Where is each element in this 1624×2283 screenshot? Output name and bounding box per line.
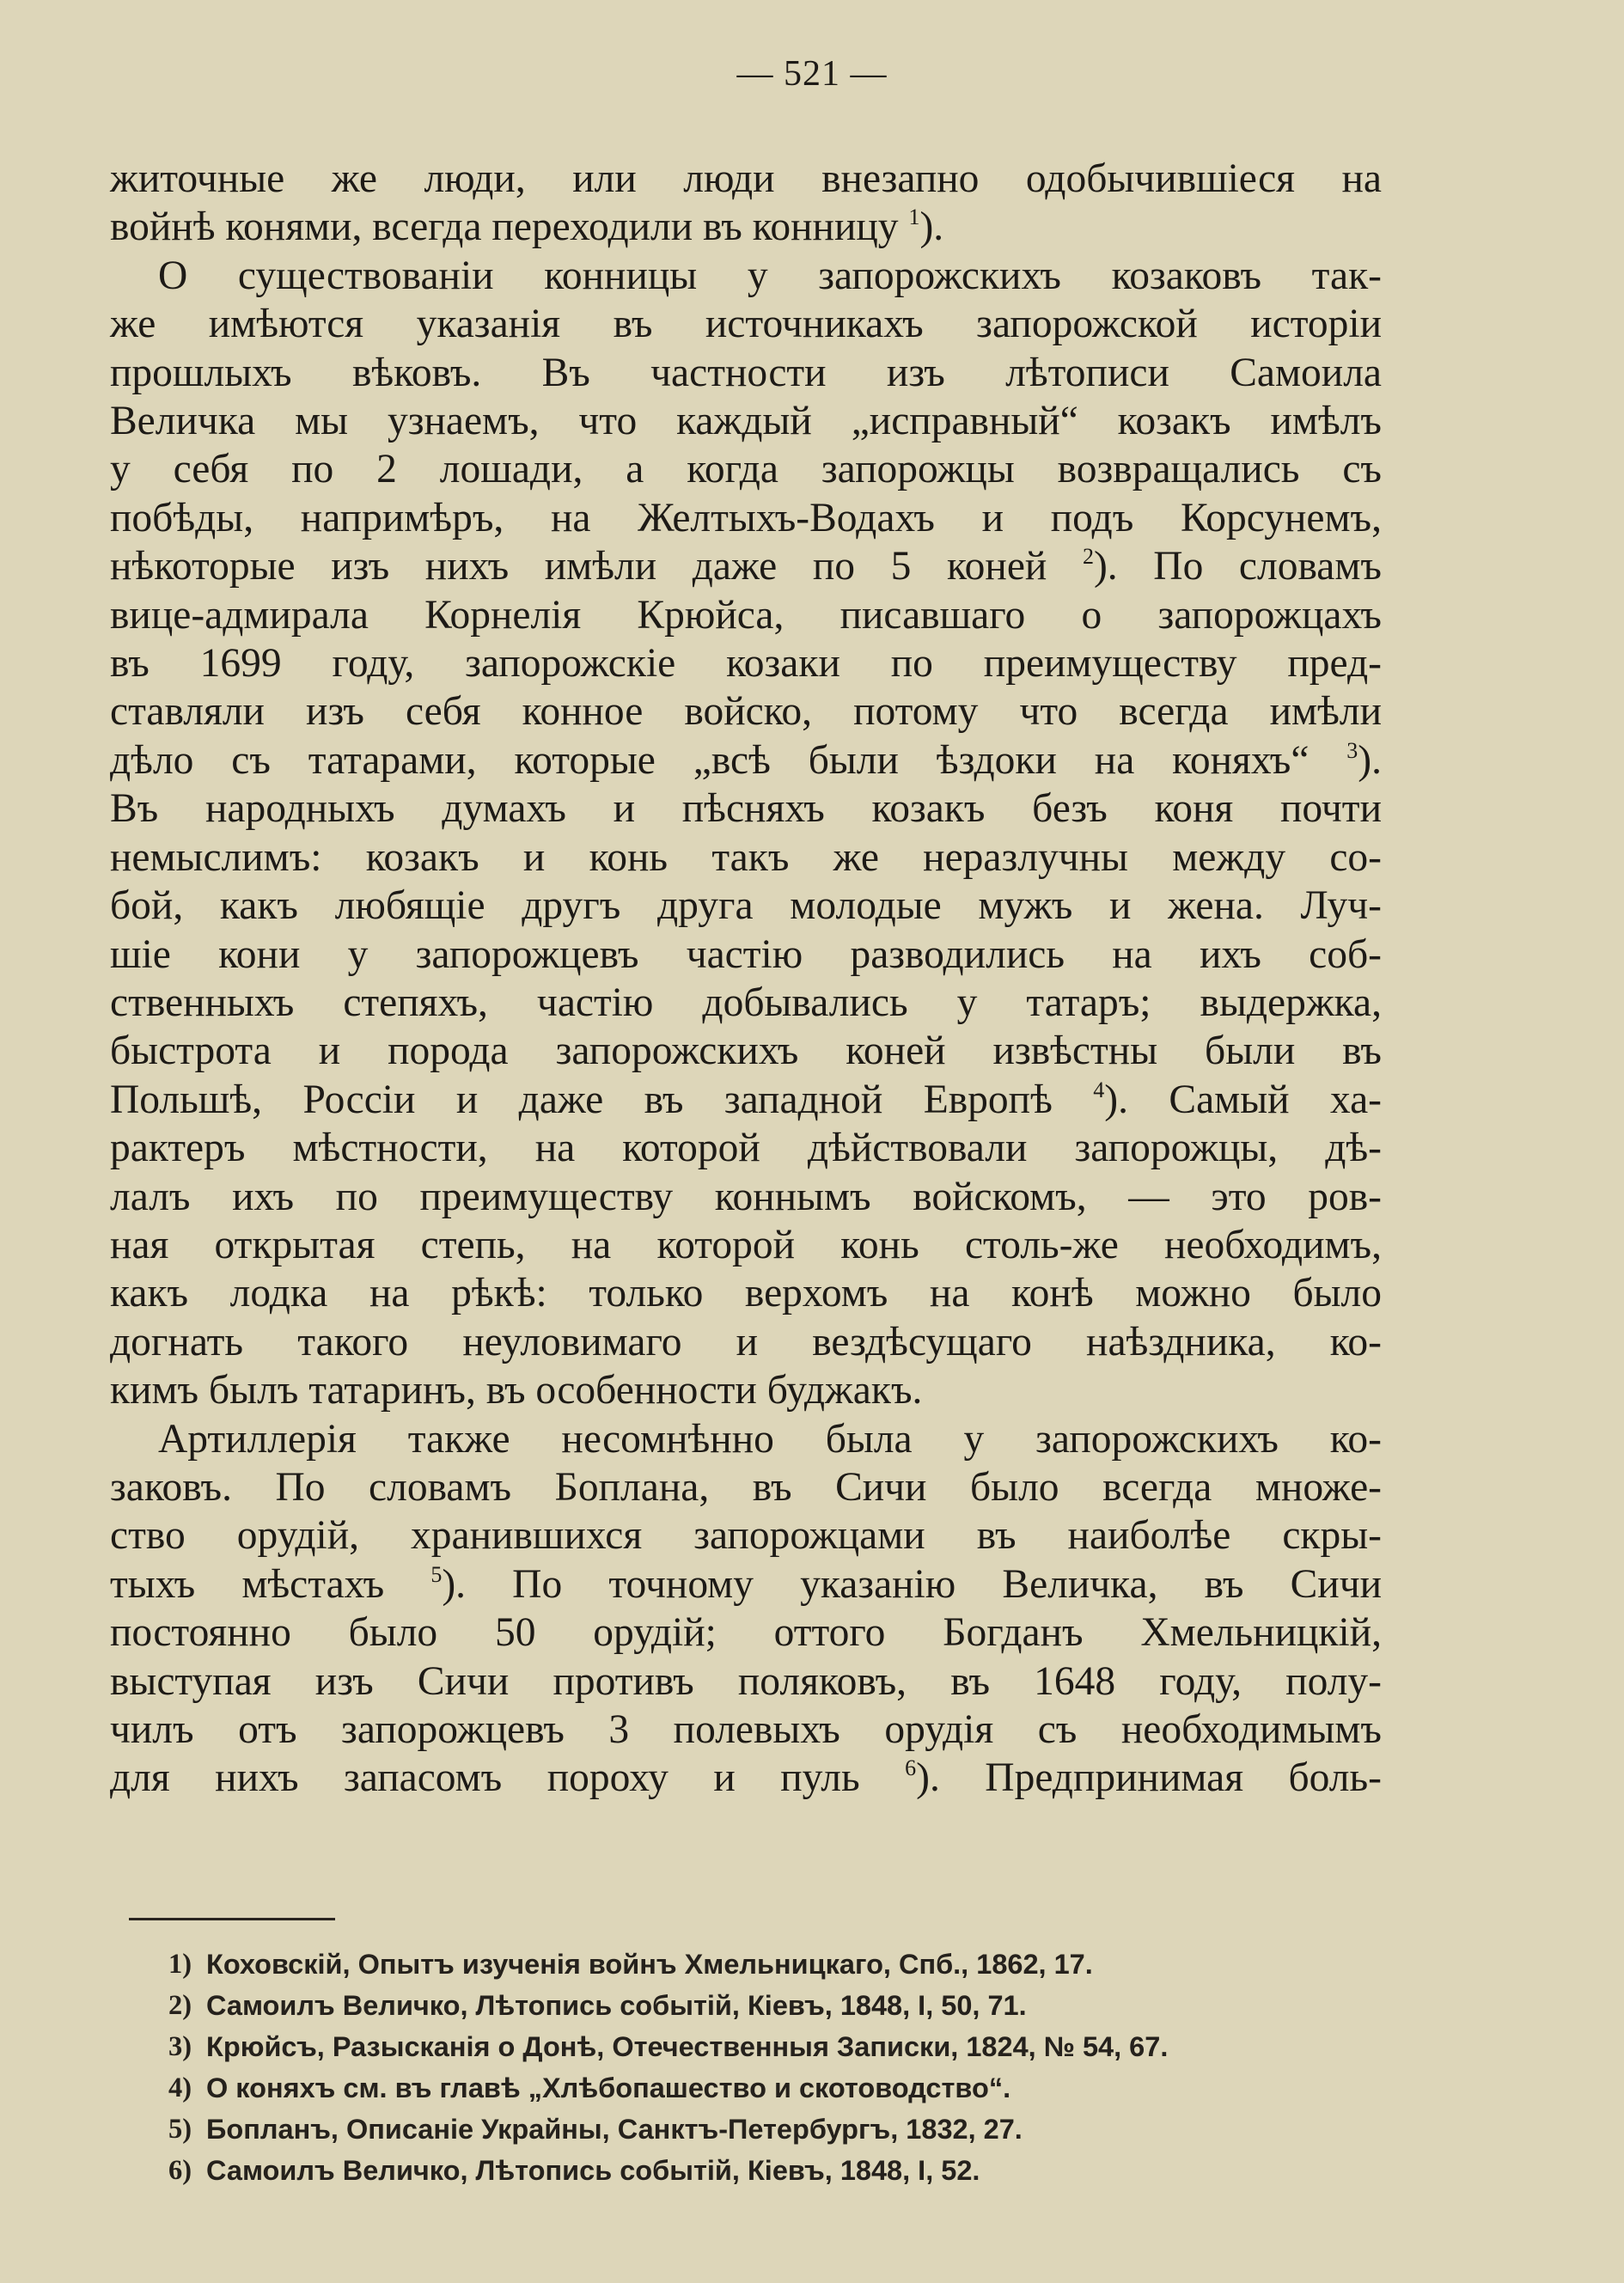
footnotes <box>168 1944 1389 2191</box>
footnote-number: 1) <box>168 1949 192 1980</box>
text-line: вице-адмирала Корнелія Крюйса, писавшаго о запорожцахъ <box>110 592 1382 638</box>
footnote-text: Самоилъ Величко, Лѣтопись событій, Кіевъ, 1848, I, 50, 71. <box>206 1990 1027 2021</box>
footnote <box>168 1985 1389 2026</box>
footnote <box>168 2109 1389 2150</box>
text-line: рактеръ мѣстности, на которой дѣйствовали запорожцы, дѣ- <box>110 1126 1382 1171</box>
text-line: ство орудій, хранившихся запорожцами въ наиболѣе скры- <box>110 1513 1382 1559</box>
text-line: Въ народныхъ думахъ и пѣсняхъ козакъ безъ коня почти <box>110 786 1382 832</box>
text-line-content: дѣло съ татарами, которые „всѣ были ѣздоки на коняхъ“ <box>110 737 1347 783</box>
footnote-number: 2) <box>168 1990 192 2021</box>
text-line: прошлыхъ вѣковъ. Въ частности изъ лѣтописи Самоила <box>110 350 1382 395</box>
footnote-text: Коховскій, Опытъ изученія войнъ Хмельницкаго, Спб., 1862, 17. <box>206 1949 1093 1980</box>
text-line: у себя по 2 лошади, а когда запорожцы возвращались съ <box>110 447 1382 492</box>
text-line: побѣды, напримѣръ, на Желтыхъ-Водахъ и подъ Корсунемъ, <box>110 495 1382 540</box>
text-line: выступая изъ Сичи противъ поляковъ, въ 1648 году, полу- <box>110 1658 1382 1704</box>
footnote-text: Бопланъ, Описаніе Украйны, Санктъ-Петербургъ, 1832, 27. <box>206 2114 1023 2145</box>
text-line <box>110 736 1382 784</box>
footnote-ref: 6 <box>905 1755 917 1781</box>
footnote-text: О коняхъ см. въ главѣ „Хлѣбопашество и скотоводство“. <box>206 2072 1011 2103</box>
footnote-number: 6) <box>168 2155 192 2186</box>
text-line: Артиллерія также несомнѣнно была у запорожскихъ ко- <box>158 1416 1382 1462</box>
footnote <box>168 2067 1389 2109</box>
text-line <box>110 1076 1382 1124</box>
text-line: чилъ отъ запорожцевъ 3 полевыхъ орудія съ необходимымъ <box>110 1707 1382 1752</box>
text-line <box>110 542 1382 590</box>
footnote-text: Самоилъ Величко, Лѣтопись событій, Кіевъ, 1848, I, 52. <box>206 2155 980 2186</box>
footnote-ref: 5 <box>430 1561 443 1587</box>
footnote-ref: 2 <box>1082 544 1094 570</box>
text-line: заковъ. По словамъ Боплана, въ Сичи было всегда множе- <box>110 1464 1382 1510</box>
text-line: догнать такого неуловимаго и вездѣсущаго наѣздника, ко- <box>110 1319 1382 1364</box>
text-line: ная открытая степь, на которой конь столь-же необходимъ, <box>110 1222 1382 1267</box>
text-line: шіе кони у запорожцевъ частію разводились на ихъ соб- <box>110 931 1382 977</box>
text-line: кимъ былъ татаринъ, въ особенности буджакъ. <box>110 1368 923 1413</box>
text-line-tail: ). По точному указанію Величка, въ Сичи <box>442 1561 1382 1607</box>
text-line: бой, какъ любящіе другъ друга молодые мужъ и жена. Луч- <box>110 883 1382 929</box>
page-number: — 521 — <box>736 54 888 94</box>
text-line-content: нѣкоторые изъ нихъ имѣли даже по 5 коней <box>110 544 1083 589</box>
text-line-tail: ). <box>1358 737 1382 783</box>
text-line: въ 1699 году, запорожскіе козаки по преимуществу пред- <box>110 641 1382 687</box>
text-line: немыслимъ: козакъ и конь такъ же неразлучны между со- <box>110 834 1382 880</box>
text-line: ставляли изъ себя конное войско, потому что всегда имѣли <box>110 689 1382 735</box>
footnote-divider <box>129 1918 335 1920</box>
text-line-tail: ). По словамъ <box>1093 544 1382 589</box>
footnote-ref: 1 <box>908 204 920 230</box>
text-line: быстрота и порода запорожскихъ коней извѣстны были въ <box>110 1029 1382 1074</box>
text-line-content: тыхъ мѣстахъ <box>110 1561 431 1607</box>
text-line <box>110 1560 1382 1608</box>
text-line: какъ лодка на рѣкѣ: только верхомъ на конѣ можно было <box>110 1271 1382 1316</box>
footnote <box>168 2026 1389 2067</box>
body-text <box>110 155 1382 1803</box>
text-line: житочные же люди, или люди внезапно одобычившіеся на <box>110 156 1382 201</box>
text-line <box>110 203 1382 251</box>
footnote-number: 3) <box>168 2031 192 2062</box>
text-line: Величка мы узнаемъ, что каждый „исправный“ козакъ имѣлъ <box>110 399 1382 444</box>
text-line: ственныхъ степяхъ, частію добывались у татаръ; выдержка, <box>110 980 1382 1025</box>
footnote-ref: 3 <box>1346 737 1358 763</box>
footnote <box>168 2150 1389 2191</box>
footnote-number: 5) <box>168 2114 192 2145</box>
text-line: лалъ ихъ по преимуществу коннымъ войскомъ, — это ров- <box>110 1174 1382 1219</box>
text-line-tail: ). <box>919 204 944 250</box>
text-line-tail: ). Самый ха- <box>1104 1077 1383 1122</box>
text-line: же имѣются указанія въ источникахъ запорожской исторіи <box>110 302 1382 347</box>
text-line: О существованіи конницы у запорожскихъ козаковъ так- <box>158 253 1382 298</box>
text-line-tail: ). Предпринимая боль- <box>916 1755 1382 1801</box>
text-line-content: войнѣ конями, всегда переходили въ конницу <box>110 204 909 250</box>
footnote <box>168 1944 1389 1985</box>
text-line-content: для нихъ запасомъ пороху и пуль <box>110 1755 906 1801</box>
text-line: постоянно было 50 орудій; оттого Богданъ Хмельницкій, <box>110 1610 1382 1656</box>
footnote-ref: 4 <box>1093 1077 1105 1102</box>
footnote-number: 4) <box>168 2072 192 2103</box>
text-line-content: Польшѣ, Россіи и даже въ западной Европѣ <box>110 1077 1094 1122</box>
footnote-text: Крюйсъ, Разысканія о Донѣ, Отечественныя Записки, 1824, № 54, 67. <box>206 2031 1169 2062</box>
text-line <box>110 1754 1382 1802</box>
